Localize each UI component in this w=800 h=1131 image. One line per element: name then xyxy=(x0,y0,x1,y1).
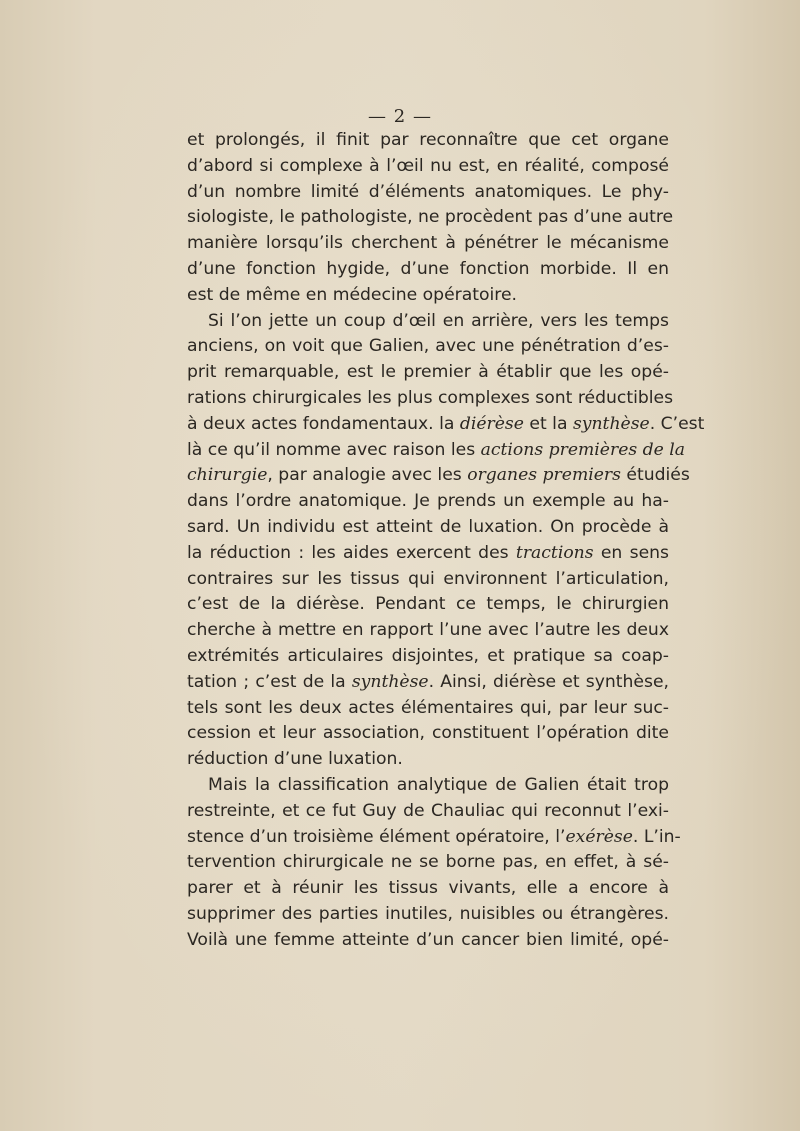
text-segment: là ce qu’il nomme avec raison les xyxy=(187,439,481,460)
text-segment: extrémités articulaires disjointes, et pratique sa coap- xyxy=(187,645,669,666)
text-segment: prit remarquable, est le premier à établir que les opé- xyxy=(187,362,669,383)
text-segment: anciens, on voit que Galien, avec une pénétration d’es- xyxy=(187,336,669,357)
text-segment: , par analogie avec les xyxy=(267,465,468,486)
text-segment: et prolongés, il finit par reconnaître que cet organe xyxy=(187,130,669,150)
text-line xyxy=(187,773,669,799)
text-line xyxy=(187,902,669,928)
text-line xyxy=(187,567,669,593)
text-segment: . L’in- xyxy=(632,826,681,847)
text-segment: supprimer des parties inutiles, nuisibles ou étrangères. xyxy=(187,903,669,924)
page-number: — 2 — xyxy=(368,106,432,127)
text-line xyxy=(187,438,686,464)
text-segment: d’une fonction hygide, d’une fonction morbide. Il en xyxy=(187,258,669,279)
text-segment: rations chirurgicales les plus complexes sont réductibles xyxy=(187,387,674,408)
text-segment: restreinte, et ce fut Guy de Chauliac qui reconnut l’exi- xyxy=(187,800,669,821)
paragraph xyxy=(187,309,705,773)
text-segment: la réduction : les aides exercent des xyxy=(187,542,516,563)
text-line xyxy=(187,334,669,360)
text-segment: . C’est xyxy=(649,413,705,434)
text-segment: tervention chirurgicale ne se borne pas, en effet, à sé- xyxy=(187,852,669,873)
text-line xyxy=(187,489,669,515)
text-line xyxy=(187,360,669,386)
italic-term: synthèse xyxy=(351,671,429,692)
text-line xyxy=(187,128,669,154)
text-line xyxy=(187,154,669,180)
text-segment: manière lorsqu’ils cherchent à pénétrer le mécanisme xyxy=(187,233,669,254)
text-segment: en sens xyxy=(593,542,669,563)
text-line xyxy=(187,180,669,206)
text-segment: Si l’on jette un coup d’œil en arrière, vers les temps xyxy=(208,310,669,331)
text-line xyxy=(187,825,681,851)
text-line xyxy=(187,412,705,438)
text-line xyxy=(187,515,669,541)
text-line xyxy=(187,386,674,412)
text-segment: tation ; c’est de la xyxy=(187,671,352,692)
text-line xyxy=(187,205,674,231)
text-segment: étudiés xyxy=(620,465,690,486)
text-line xyxy=(187,747,669,773)
body-text xyxy=(187,128,705,954)
text-line xyxy=(187,799,669,825)
text-line xyxy=(187,257,669,283)
text-segment: à deux actes fondamentaux. la xyxy=(187,413,460,434)
text-line xyxy=(187,876,669,902)
italic-term: tractions xyxy=(515,542,594,563)
text-segment: cherche à mettre en rapport l’une avec l’autre les deux xyxy=(187,620,669,641)
text-segment: contraires sur les tissus qui environnent l’articulation, xyxy=(187,568,669,589)
text-segment: c’est de la diérèse. Pendant ce temps, le chirurgien xyxy=(187,594,669,615)
text-segment: tels sont les deux actes élémentaires qui, par leur suc- xyxy=(187,697,669,718)
text-segment: dans l’ordre anatomique. Je prends un exemple au ha- xyxy=(187,491,669,512)
text-segment: d’un nombre limité d’éléments anatomiques. Le phy- xyxy=(187,181,669,202)
text-line xyxy=(187,670,669,696)
text-segment: et la xyxy=(523,413,573,434)
paragraph xyxy=(187,773,681,954)
text-segment: est de même en médecine opératoire. xyxy=(187,284,518,305)
text-line xyxy=(187,696,669,722)
italic-term: synthèse xyxy=(572,413,650,434)
text-segment: stence d’un troisième élément opératoire, l’ xyxy=(187,826,566,847)
text-segment: cession et leur association, constituent l’opération dite xyxy=(187,723,669,744)
italic-term: organes premiers xyxy=(467,465,621,486)
text-segment: Mais la classification analytique de Galien était trop xyxy=(208,774,669,795)
text-line xyxy=(187,283,669,309)
italic-term: actions premières de la xyxy=(480,439,686,460)
text-segment: d’abord si complexe à l’œil nu est, en réalité, composé xyxy=(187,155,669,176)
text-segment: Voilà une femme atteinte d’un cancer bien limité, opé- xyxy=(187,929,669,950)
text-segment: . Ainsi, diérèse et synthèse, xyxy=(428,671,669,692)
text-line xyxy=(187,231,669,257)
text-line xyxy=(187,928,669,954)
italic-term: diérèse xyxy=(459,413,524,434)
italic-term: chirurgie xyxy=(187,465,268,486)
text-segment: sard. Un individu est atteint de luxation. On procède à xyxy=(187,516,669,537)
text-line xyxy=(187,721,669,747)
text-line xyxy=(187,592,669,618)
paragraph xyxy=(187,128,674,309)
text-line xyxy=(187,463,690,489)
italic-term: exérèse xyxy=(565,826,633,847)
text-line xyxy=(187,618,669,644)
text-line xyxy=(187,644,669,670)
text-segment: réduction d’une luxation. xyxy=(187,749,403,770)
text-line xyxy=(187,850,669,876)
text-segment: parer et à réunir les tissus vivants, elle a encore à xyxy=(187,878,669,899)
text-line xyxy=(187,541,669,567)
text-line xyxy=(187,309,669,335)
text-segment: siologiste, le pathologiste, ne procèdent pas d’une autre xyxy=(187,207,674,228)
